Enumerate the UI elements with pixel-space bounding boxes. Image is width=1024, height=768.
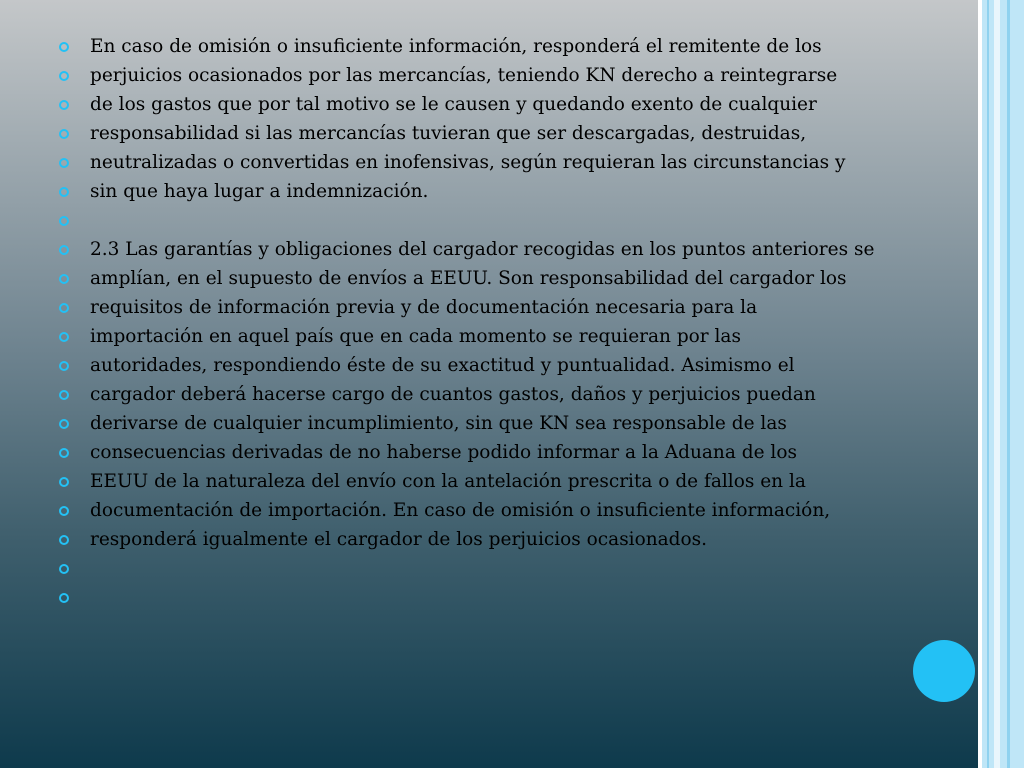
bullet-ring-icon xyxy=(59,506,69,516)
bullet-text: 2.3 Las garantías y obligaciones del cargador recogidas en los puntos anteriores se xyxy=(90,239,875,260)
bullet-line xyxy=(55,235,915,264)
bullet-line xyxy=(55,32,915,61)
bullet-text: consecuencias derivadas de no haberse podido informar a la Aduana de los xyxy=(90,442,797,463)
bullet-line xyxy=(55,438,915,467)
bullet-text: EEUU de la naturaleza del envío con la antelación prescrita o de fallos en la xyxy=(90,471,806,492)
bullet-line xyxy=(55,467,915,496)
bullet-ring-icon xyxy=(59,535,69,545)
bullet-ring-icon xyxy=(59,593,69,603)
bullet-line xyxy=(55,525,915,554)
bullet-line xyxy=(55,264,915,293)
bullet-text: requisitos de información previa y de documentación necesaria para la xyxy=(90,297,758,318)
bullet-ring-icon xyxy=(59,419,69,429)
bullet-line xyxy=(55,351,915,380)
bullet-ring-icon xyxy=(59,187,69,197)
bullet-line xyxy=(55,177,915,206)
decorative-circle xyxy=(913,640,975,702)
bullet-text: sin que haya lugar a indemnización. xyxy=(90,181,429,202)
bullet-line xyxy=(55,554,915,583)
bullet-text: autoridades, respondiendo éste de su exactitud y puntualidad. Asimismo el xyxy=(90,355,795,376)
bullet-text: de los gastos que por tal motivo se le causen y quedando exento de cualquier xyxy=(90,94,817,115)
bullet-line xyxy=(55,409,915,438)
border-line xyxy=(978,0,982,768)
bullet-ring-icon xyxy=(59,332,69,342)
bullet-line xyxy=(55,293,915,322)
bullet-line xyxy=(55,322,915,351)
bullet-text: perjuicios ocasionados por las mercancías, teniendo KN derecho a reintegrarse xyxy=(90,65,838,86)
bullet-line xyxy=(55,583,915,612)
bullet-ring-icon xyxy=(59,390,69,400)
bullet-ring-icon xyxy=(59,303,69,313)
bullet-ring-icon xyxy=(59,274,69,284)
bullet-text: derivarse de cualquier incumplimiento, sin que KN sea responsable de las xyxy=(90,413,787,434)
bullet-ring-icon xyxy=(59,361,69,371)
bullet-text: importación en aquel país que en cada momento se requieran por las xyxy=(90,326,741,347)
bullet-ring-icon xyxy=(59,158,69,168)
bullet-ring-icon xyxy=(59,100,69,110)
slide-body xyxy=(55,32,915,612)
bullet-line xyxy=(55,61,915,90)
bullet-ring-icon xyxy=(59,71,69,81)
bullet-text: responsabilidad si las mercancías tuvieran que ser descargadas, destruidas, xyxy=(90,123,807,144)
bullet-ring-icon xyxy=(59,477,69,487)
bullet-text: cargador deberá hacerse cargo de cuantos gastos, daños y perjuicios puedan xyxy=(90,384,816,405)
bullet-ring-icon xyxy=(59,245,69,255)
bullet-ring-icon xyxy=(59,129,69,139)
bullet-ring-icon xyxy=(59,42,69,52)
bullet-line xyxy=(55,119,915,148)
bullet-ring-icon xyxy=(59,564,69,574)
bullet-line xyxy=(55,206,915,235)
bullet-text: responderá igualmente el cargador de los perjuicios ocasionados. xyxy=(90,529,708,550)
bullet-line xyxy=(55,148,915,177)
bullet-line xyxy=(55,380,915,409)
bullet-ring-icon xyxy=(59,448,69,458)
bullet-line xyxy=(55,90,915,119)
border-line xyxy=(987,0,989,768)
bullet-ring-icon xyxy=(59,216,69,226)
bullet-text: En caso de omisión o insuficiente información, responderá el remitente de los xyxy=(90,36,822,57)
bullet-line xyxy=(55,496,915,525)
bullet-text: documentación de importación. En caso de omisión o insuficiente información, xyxy=(90,500,831,521)
border-line xyxy=(1007,0,1010,768)
bullet-text: amplían, en el supuesto de envíos a EEUU. Son responsabilidad del cargador los xyxy=(90,268,847,289)
bullet-text: neutralizadas o convertidas en inofensivas, según requieran las circunstancias y xyxy=(90,152,846,173)
border-line xyxy=(994,0,1000,768)
